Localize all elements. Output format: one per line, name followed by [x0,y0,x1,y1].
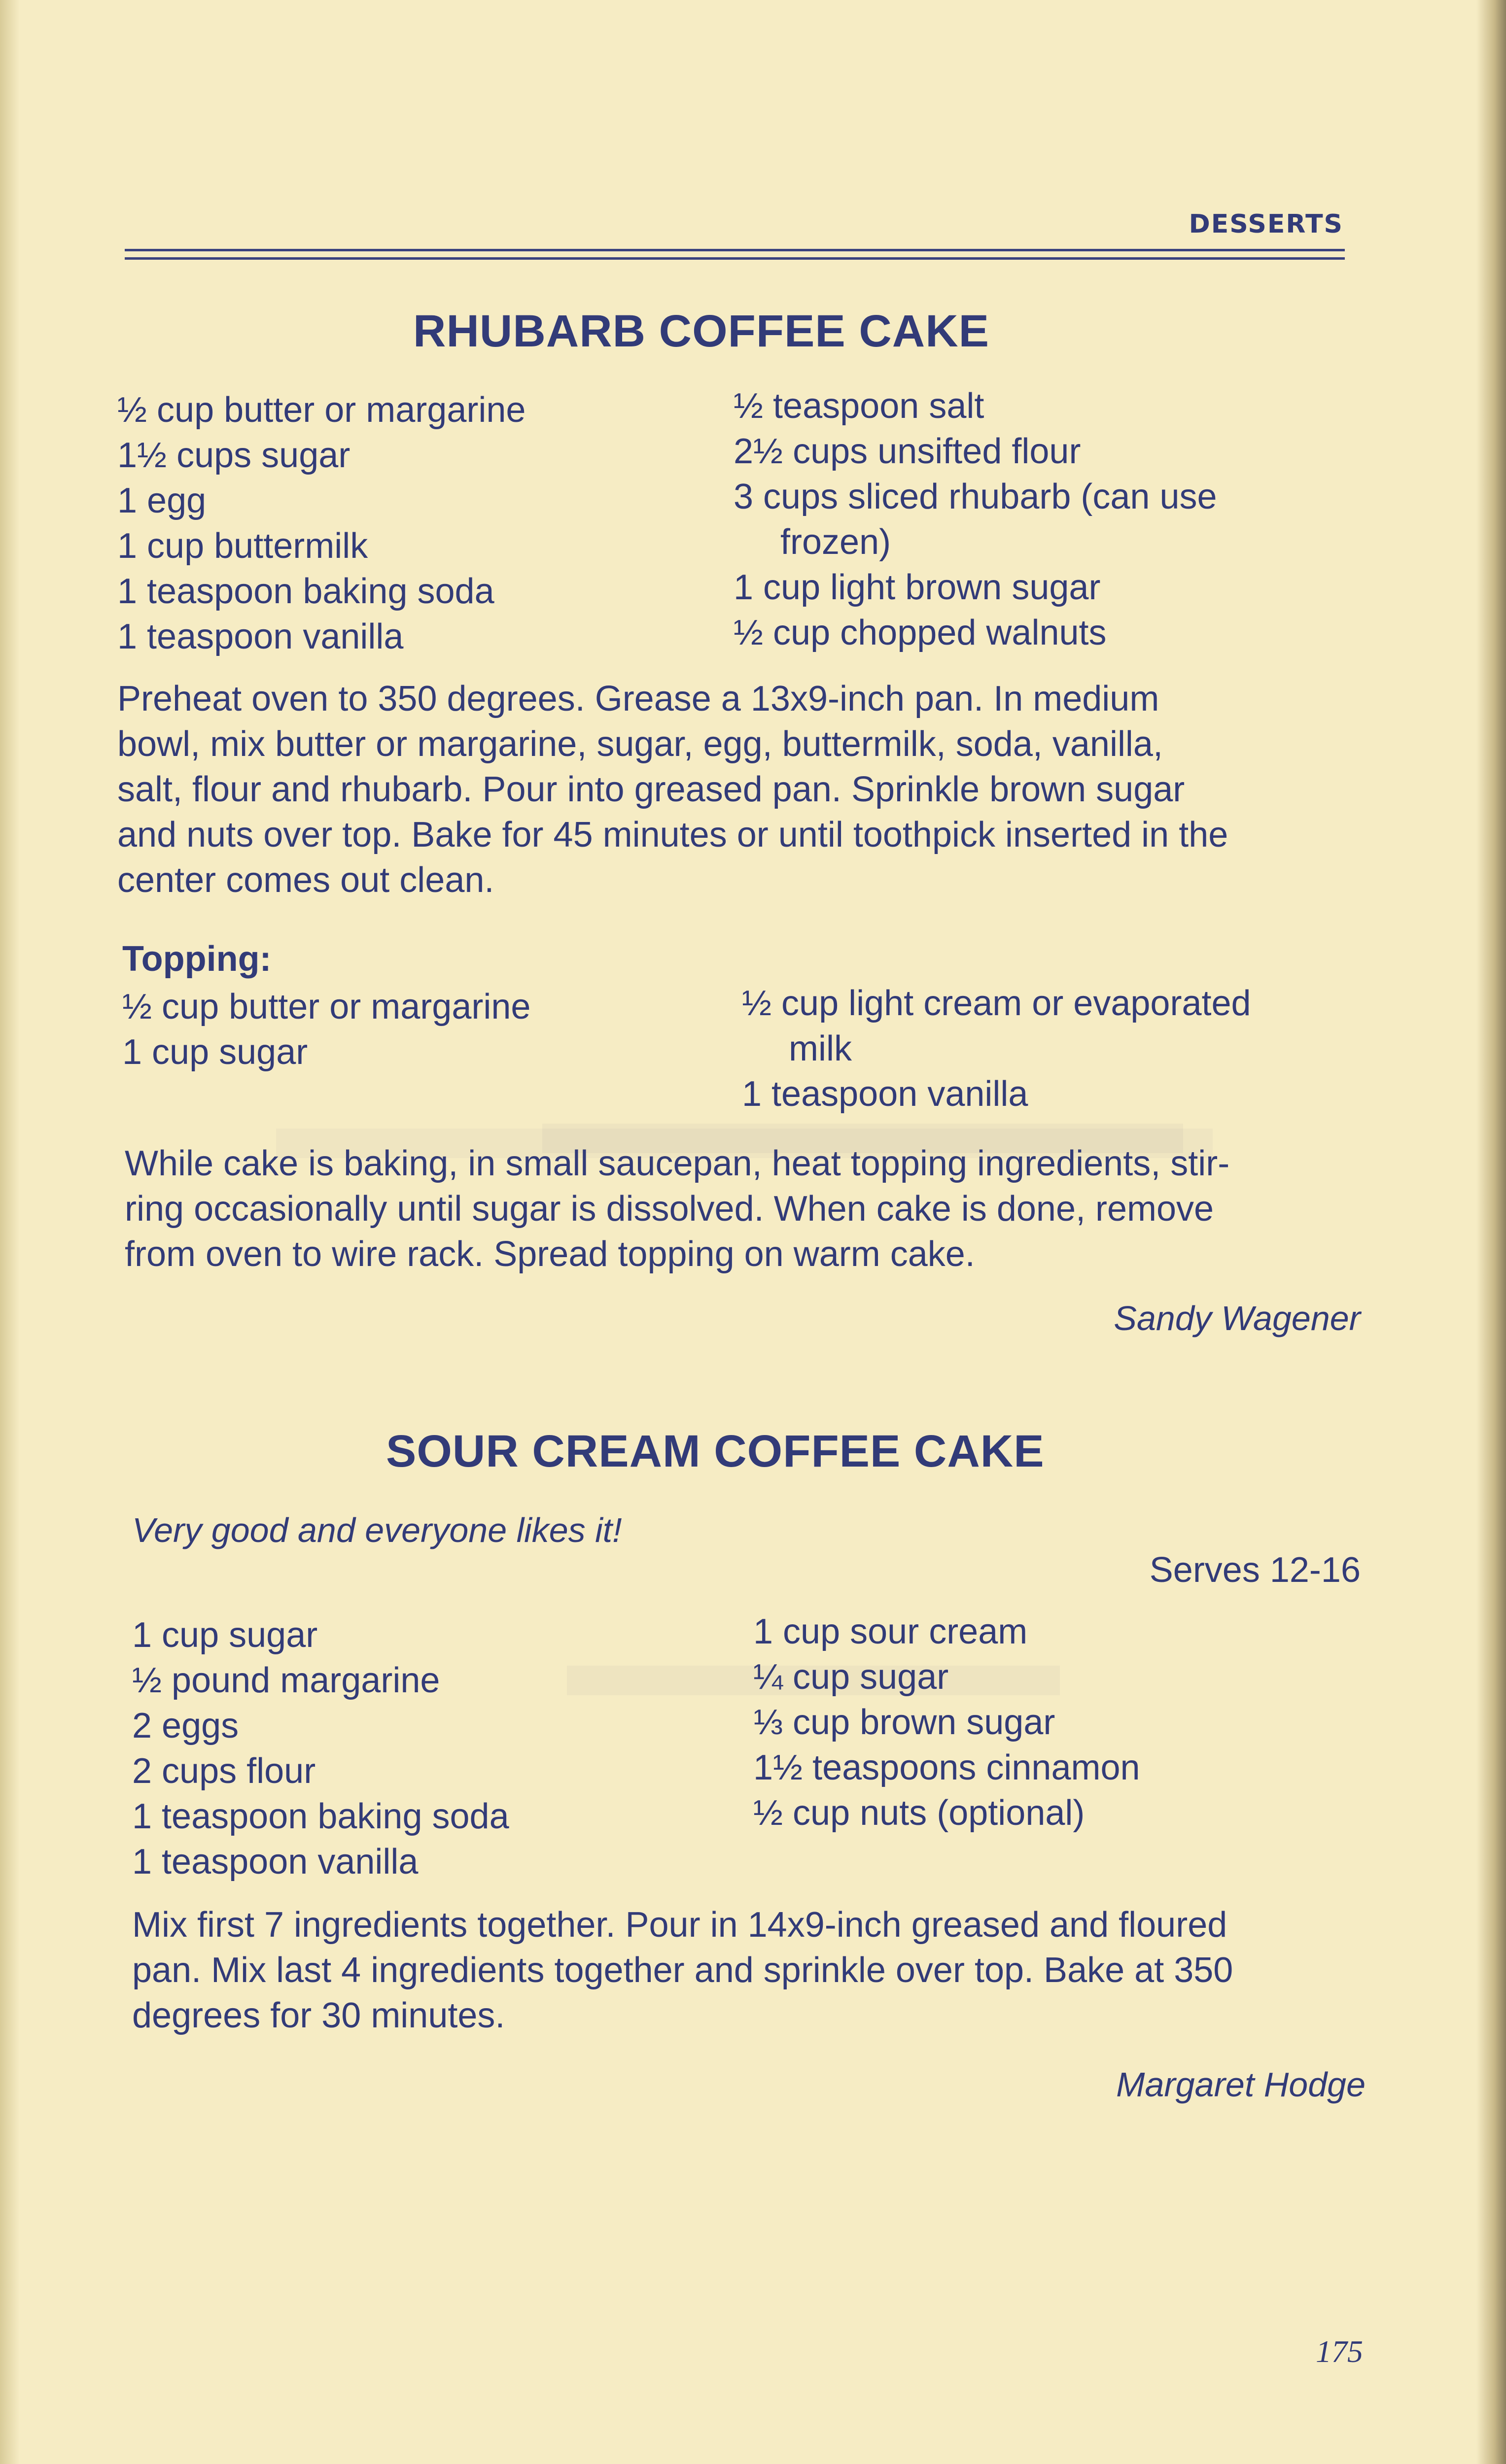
ingredient-line: ⅓ cup brown sugar [753,1703,1055,1742]
ingredient-line: milk [789,1029,852,1068]
topping-list-right [742,981,1251,1117]
ingredient-line: 2½ cups unsifted flour [734,432,1081,471]
ingredient-list-left [132,1612,509,1884]
topping-directions [125,1141,1229,1277]
ingredient-line: 1 cup sugar [132,1615,318,1655]
ingredient-line: 1 cup light brown sugar [734,568,1101,607]
direction-line: salt, flour and rhubarb. Pour into greased pan. Sprinkle brown sugar [117,770,1185,809]
header-rule-top [125,249,1345,251]
ingredient-line: ½ cup nuts (optional) [753,1793,1085,1833]
ingredient-line: 1 teaspoon vanilla [742,1074,1028,1114]
recipe-note: Very good and everyone likes it! [132,1511,622,1549]
ingredient-line: 3 cups sliced rhubarb (can use [734,477,1217,516]
recipe-title: SOUR CREAM COFFEE CAKE [386,1426,1045,1476]
recipe-directions [132,1902,1233,2038]
direction-line: from oven to wire rack. Spread topping on warm cake. [125,1234,975,1274]
recipe-author: Margaret Hodge [1116,2065,1366,2104]
ingredient-line: ½ cup butter or margarine [122,987,531,1027]
topping-heading: Topping: [122,939,272,979]
ingredient-line: ½ pound margarine [132,1661,440,1700]
section-heading: DESSERTS [1189,209,1343,239]
topping-list-left [122,984,530,1075]
ingredient-list-left [117,387,525,659]
ingredient-line: 2 cups flour [132,1751,316,1791]
ingredient-line: 1½ cups sugar [117,436,350,475]
ingredient-line: 2 eggs [132,1706,239,1745]
ingredient-line: 1 cup sour cream [753,1612,1028,1651]
direction-line: While cake is baking, in small saucepan, heat topping ingredients, stir- [125,1144,1230,1183]
recipe-author: Sandy Wagener [1114,1299,1361,1337]
ingredient-line: 1 teaspoon baking soda [117,572,494,611]
ingredient-line: frozen) [780,522,891,562]
direction-line: center comes out clean. [117,860,494,900]
ingredient-line: 1 teaspoon vanilla [117,617,404,656]
ingredient-line: 1 teaspoon vanilla [132,1842,419,1882]
ingredient-line: ¼ cup sugar [753,1657,949,1697]
ingredient-line: ½ cup light cream or evaporated [742,984,1251,1023]
recipe-directions [117,676,1228,903]
direction-line: and nuts over top. Bake for 45 minutes or until toothpick inserted in the [117,815,1228,855]
ingredient-list-right [753,1609,1140,1836]
ingredient-line: 1 cup sugar [122,1032,308,1072]
direction-line: bowl, mix butter or margarine, sugar, egg, buttermilk, soda, vanilla, [117,724,1163,764]
recipe-title: RHUBARB COFFEE CAKE [413,306,989,356]
direction-line: pan. Mix last 4 ingredients together and sprinkle over top. Bake at 350 [132,1951,1233,1990]
serves-count: Serves 12-16 [1149,1550,1361,1590]
ingredient-line: ½ cup butter or margarine [117,390,526,430]
direction-line: Preheat oven to 350 degrees. Grease a 13x9-inch pan. In medium [117,679,1159,719]
direction-line: degrees for 30 minutes. [132,1996,505,2035]
ingredient-line: ½ teaspoon salt [734,386,984,426]
ingredient-line: 1 cup buttermilk [117,526,368,566]
page-gutter-shadow [0,0,20,2464]
page-edge [1476,0,1506,2464]
direction-line: ring occasionally until sugar is dissolved. When cake is done, remove [125,1189,1214,1229]
ingredient-line: ½ cup chopped walnuts [734,613,1107,652]
ingredient-list-right [734,383,1217,655]
ingredient-line: 1 egg [117,481,207,520]
page-number: 175 [1316,2334,1363,2369]
ingredient-line: 1½ teaspoons cinnamon [753,1748,1140,1787]
header-rule-bottom [125,257,1345,260]
direction-line: Mix first 7 ingredients together. Pour in 14x9-inch greased and floured [132,1905,1227,1945]
ingredient-line: 1 teaspoon baking soda [132,1797,509,1836]
